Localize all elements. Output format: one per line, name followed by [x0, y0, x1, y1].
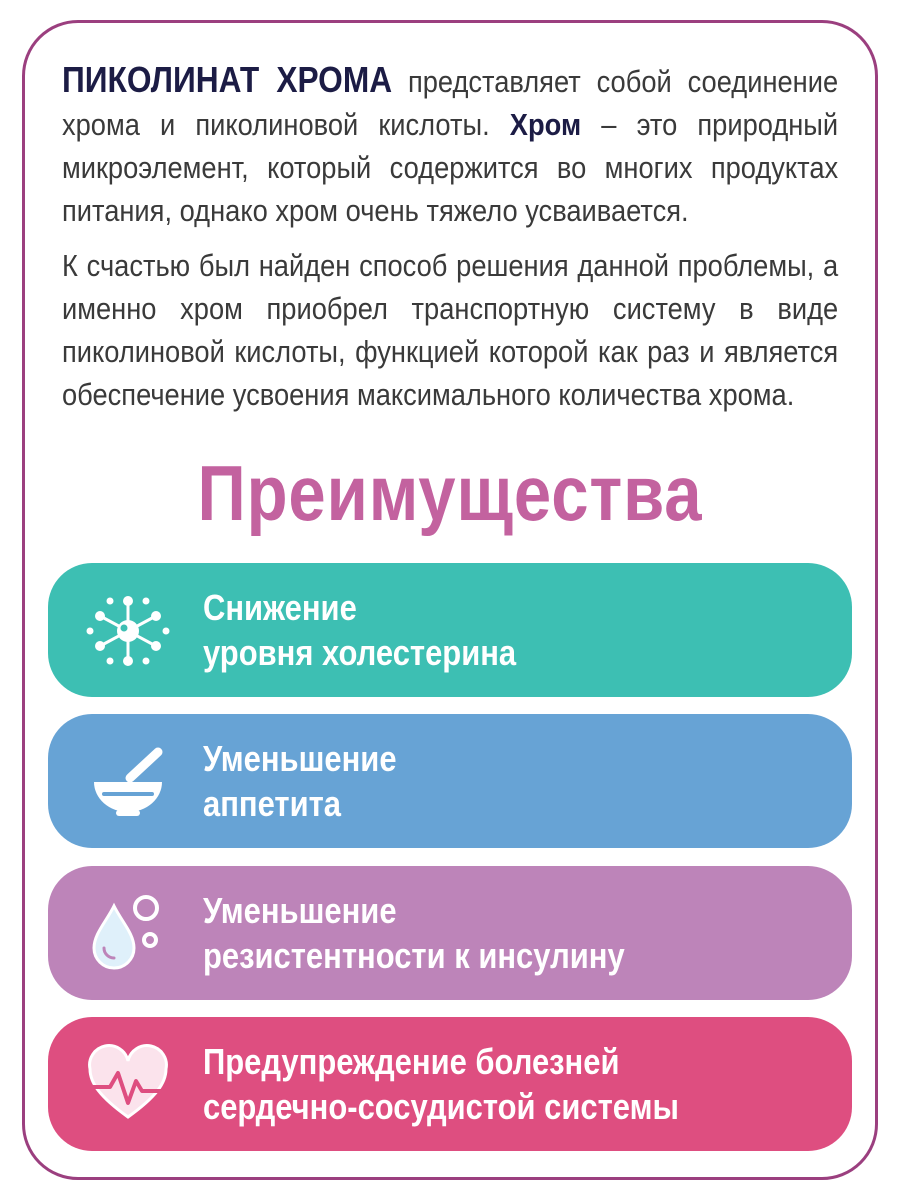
benefit-line-2: резистентности к инсулину — [203, 935, 625, 976]
benefit-card-appetite — [48, 714, 852, 848]
benefits-heading: Преимущества — [197, 449, 703, 537]
benefit-line-1: Снижение — [203, 587, 357, 628]
heart-pulse-icon — [86, 1043, 170, 1127]
benefit-card-cholesterol — [48, 563, 852, 697]
benefit-line-2: аппетита — [203, 783, 342, 824]
intro-text — [62, 58, 838, 428]
intro-p1-a: представляет собой соединение хрома и пиколиновой кислоты. — [62, 64, 839, 142]
chrome-keyword: Хром — [509, 107, 582, 142]
intro-p1-b: – это природный микроэлемент, который содержится во многих продуктах питания, однако хром очень тяжело усваивается. — [62, 107, 839, 228]
bowl-icon — [86, 740, 170, 824]
molecule-icon — [86, 589, 170, 673]
benefit-card-insulin — [48, 866, 852, 1000]
intro-paragraph-2: К счастью был найден способ решения данной проблемы, а именно хром приобрел транспортную систему в виде пиколиновой кислоты, функцией которой как раз и является обеспечение усвоения максимального количества хрома. — [62, 248, 839, 412]
benefit-line-2: уровня холестерина — [203, 632, 517, 673]
benefit-line-2: сердечно-сосудистой системы — [203, 1086, 679, 1127]
benefit-line-1: Уменьшение — [203, 738, 397, 779]
benefit-line-1: Предупреждение болезней — [203, 1041, 620, 1082]
benefit-card-heart — [48, 1017, 852, 1151]
intro-paragraph-1 — [62, 58, 838, 232]
benefit-text — [203, 585, 516, 675]
benefit-text — [203, 1039, 679, 1129]
benefit-line-1: Уменьшение — [203, 890, 397, 931]
drop-icon — [86, 892, 170, 976]
benefit-text — [203, 736, 397, 826]
product-name: ПИКОЛИНАТ ХРОМА — [62, 59, 393, 100]
benefit-text — [203, 888, 625, 978]
